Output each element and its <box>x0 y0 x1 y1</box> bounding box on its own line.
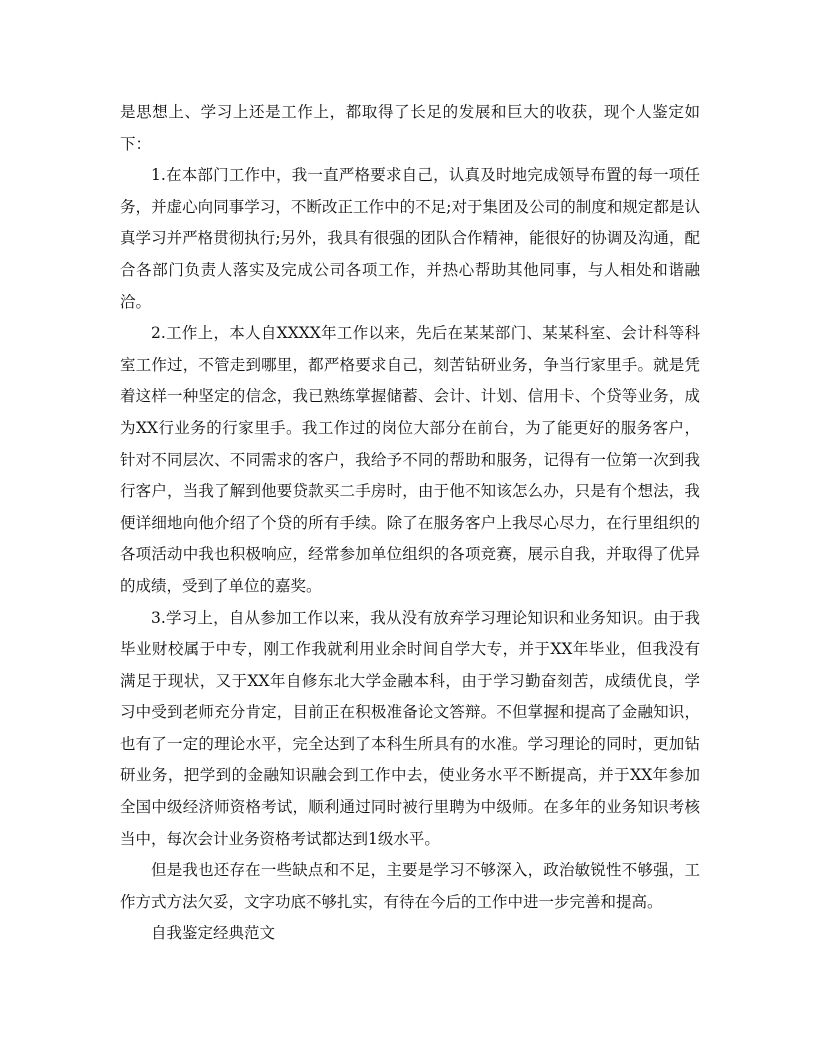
point-2-paragraph: 2.工作上，本人自XXXX年工作以来，先后在某某部门、某某科室、会计科等科室工作过，不管走到哪里，都严格要求自己，刻苦钻研业务，争当行家里手。就是凭着这样一种坚定的信念，我已熟练掌握储蓄、会计、计划、信用卡、个贷等业务，成为XX行业务的行家里手。我工作过的岗位大部分在前台，为了能更好的服务客户，针对不同层次、不同需求的客户，我给予不同的帮助和服务，记得有一位第一次到我行客户，当我了解到他要贷款买二手房时，由于他不知该怎么办，只是有个想法，我便详细地向他介绍了个贷的所有手续。除了在服务客户上我尽心尽力，在行里组织的各项活动中我也积极响应，经常参加单位组织的各项竞赛，展示自我，并取得了优异的成绩，受到了单位的嘉奖。 <box>120 324 700 595</box>
shortcomings-paragraph: 但是我也还存在一些缺点和不足，主要是学习不够深入，政治敏锐性不够强，工作方式方法欠妥，文字功底不够扎实，有待在今后的工作中进一步完善和提高。 <box>120 861 700 911</box>
intro-paragraph: 是思想上、学习上还是工作上，都取得了长足的发展和巨大的收获，现个人鉴定如下： <box>120 103 700 153</box>
point-3-paragraph: 3.学习上，自从参加工作以来，我从没有放弃学习理论知识和业务知识。由于我毕业财校属于中专，刚工作我就利用业余时间自学大专，并于XX年毕业，但我没有满足于现状，又于XX年自修东北大学金融本科，由于学习勤奋刻苦，成绩优良，学习中受到老师充分肯定，目前正在积极准备论文答辩。不但掌握和提高了金融知识，也有了一定的理论水平，完全达到了本科生所具有的水准。学习理论的同时，更加钻研业务，把学到的金融知识融会到工作中去，使业务水平不断提高，并于XX年参加全国中级经济师资格考试，顺利通过同时被行里聘为中级师。在多年的业务知识考核当中，每次会计业务资格考试都达到1级水平。 <box>120 608 700 848</box>
document-page <box>120 97 700 950</box>
section-heading: 自我鉴定经典范文 <box>151 924 276 943</box>
point-1-paragraph: 1.在本部门工作中，我一直严格要求自己，认真及时地完成领导布置的每一项任务，并虚心向同事学习，不断改正工作中的不足;对于集团及公司的制度和规定都是认真学习并严格贯彻执行;另外，我具有很强的团队合作精神，能很好的协调及沟通，配合各部门负责人落实及完成公司各项工作，并热心帮助其他同事，与人相处和谐融洽。 <box>120 166 700 311</box>
